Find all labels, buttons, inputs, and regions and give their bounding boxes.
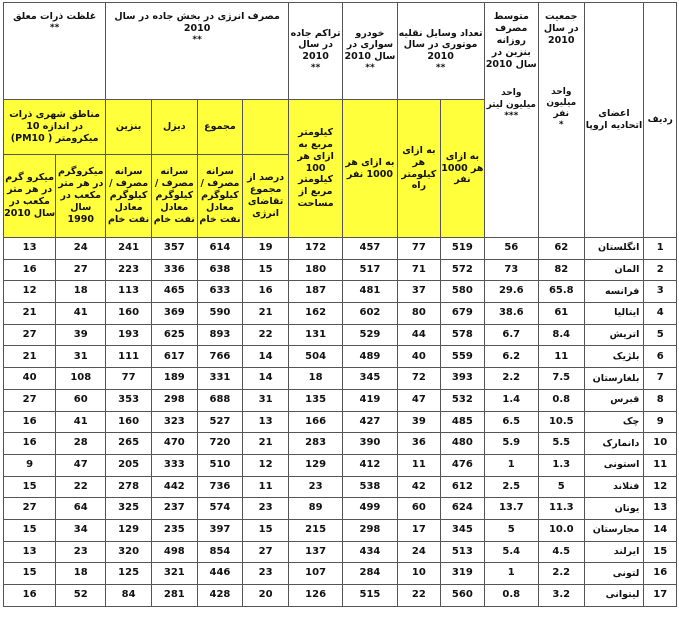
cell-total: 893: [197, 324, 243, 346]
cell-diesel: 237: [151, 498, 197, 520]
cell-no: 14: [644, 519, 677, 541]
cell-pm2010: 16: [4, 259, 56, 281]
table-row: [4, 476, 677, 498]
cell-veh1000: 560: [441, 585, 484, 607]
cell-pop: 65.8: [538, 281, 584, 303]
cell-cars: 419: [343, 389, 397, 411]
cell-road: 129: [288, 454, 342, 476]
cell-diesel: 333: [151, 454, 197, 476]
cell-diesel: 235: [151, 519, 197, 541]
cell-road: 215: [288, 519, 342, 541]
header-members: اعضای اتحادیه اروپا: [584, 3, 644, 238]
cell-vehkm: 77: [397, 238, 441, 260]
table-row: [4, 541, 677, 563]
cell-total: 638: [197, 259, 243, 281]
eu-transport-table: [3, 2, 677, 607]
table-row: [4, 281, 677, 303]
cell-diesel: 298: [151, 389, 197, 411]
cell-total: 331: [197, 368, 243, 390]
cell-pm2010: 16: [4, 433, 56, 455]
cell-fuel: 29.6: [484, 281, 538, 303]
cell-pm1990: 41: [56, 303, 106, 325]
cell-vehkm: 39: [397, 411, 441, 433]
cell-road: 131: [288, 324, 342, 346]
cell-total: 446: [197, 563, 243, 585]
cell-fuel: 2.5: [484, 476, 538, 498]
cell-share: 13: [243, 411, 289, 433]
cell-veh1000: 572: [441, 259, 484, 281]
cell-petrol: 113: [106, 281, 152, 303]
cell-cars: 481: [343, 281, 397, 303]
cell-vehkm: 80: [397, 303, 441, 325]
header-vehicles-mark: **: [435, 63, 446, 74]
cell-petrol: 77: [106, 368, 152, 390]
cell-pop: 3.2: [538, 585, 584, 607]
cell-pop: 82: [538, 259, 584, 281]
cell-share: 19: [243, 238, 289, 260]
table-row: [4, 324, 677, 346]
cell-total: 688: [197, 389, 243, 411]
header-road-density-mark: **: [310, 63, 321, 74]
cell-cars: 499: [343, 498, 397, 520]
cell-veh1000: 532: [441, 389, 484, 411]
cell-pm1990: 28: [56, 433, 106, 455]
cell-diesel: 617: [151, 346, 197, 368]
cell-diesel: 321: [151, 563, 197, 585]
cell-total: 720: [197, 433, 243, 455]
cell-total: 633: [197, 281, 243, 303]
cell-name: قبرس: [584, 389, 644, 411]
header-pm-mark: **: [49, 22, 60, 33]
cell-petrol: 125: [106, 563, 152, 585]
cell-road: 126: [288, 585, 342, 607]
cell-fuel: 73: [484, 259, 538, 281]
header-energy-petrol: بنزین: [106, 100, 152, 155]
cell-petrol: 160: [106, 411, 152, 433]
cell-no: 3: [644, 281, 677, 303]
cell-veh1000: 393: [441, 368, 484, 390]
cell-name: ایرلند: [584, 541, 644, 563]
cell-petrol: 193: [106, 324, 152, 346]
cell-pop: 10.5: [538, 411, 584, 433]
cell-share: 14: [243, 346, 289, 368]
table-row: [4, 433, 677, 455]
cell-petrol: 223: [106, 259, 152, 281]
cell-diesel: 323: [151, 411, 197, 433]
cell-petrol: 353: [106, 389, 152, 411]
cell-pm2010: 15: [4, 519, 56, 541]
cell-vehkm: 10: [397, 563, 441, 585]
header-energy: [106, 3, 289, 100]
header-cars-title: خودرو سواری در سال 2010: [344, 27, 396, 63]
cell-pm1990: 24: [56, 238, 106, 260]
header-population-mark: *: [558, 120, 564, 131]
header-fuel-avg-mark: ***: [504, 110, 519, 121]
cell-petrol: 84: [106, 585, 152, 607]
table-row: [4, 303, 677, 325]
cell-pm1990: 47: [56, 454, 106, 476]
cell-total: 428: [197, 585, 243, 607]
cell-pm1990: 39: [56, 324, 106, 346]
header-energy-title: مصرف انرژی در بخش جاده در سال 2010: [114, 11, 280, 34]
cell-road: 18: [288, 368, 342, 390]
cell-share: 14: [243, 368, 289, 390]
cell-name: فرانسه: [584, 281, 644, 303]
cell-veh1000: 624: [441, 498, 484, 520]
header-vehicles-per-km: به ازای هر کیلومتر راه: [397, 100, 441, 238]
cell-share: 27: [243, 541, 289, 563]
cell-pop: 8.4: [538, 324, 584, 346]
cell-share: 15: [243, 519, 289, 541]
table-row: [4, 259, 677, 281]
cell-pm1990: 34: [56, 519, 106, 541]
cell-pm1990: 27: [56, 259, 106, 281]
cell-veh1000: 480: [441, 433, 484, 455]
cell-no: 1: [644, 238, 677, 260]
cell-no: 8: [644, 389, 677, 411]
cell-no: 12: [644, 476, 677, 498]
cell-name: ایتالیا: [584, 303, 644, 325]
cell-pop: 62: [538, 238, 584, 260]
cell-share: 23: [243, 563, 289, 585]
cell-diesel: 498: [151, 541, 197, 563]
cell-fuel: 13.7: [484, 498, 538, 520]
header-cars: [343, 3, 397, 100]
cell-share: 12: [243, 454, 289, 476]
header-energy-diesel-unit: سرانه مصرف / کیلوگرم معادل نفت خام: [151, 155, 197, 238]
cell-road: 137: [288, 541, 342, 563]
cell-share: 15: [243, 259, 289, 281]
cell-veh1000: 319: [441, 563, 484, 585]
cell-vehkm: 11: [397, 454, 441, 476]
cell-share: 23: [243, 498, 289, 520]
table-row: [4, 238, 677, 260]
header-population: [538, 3, 584, 238]
cell-diesel: 357: [151, 238, 197, 260]
cell-total: 527: [197, 411, 243, 433]
cell-pm2010: 21: [4, 303, 56, 325]
cell-road: 180: [288, 259, 342, 281]
cell-pm1990: 64: [56, 498, 106, 520]
cell-cars: 517: [343, 259, 397, 281]
cell-pop: 5: [538, 476, 584, 498]
header-energy-share-blank: [243, 100, 289, 155]
cell-vehkm: 60: [397, 498, 441, 520]
cell-fuel: 5.9: [484, 433, 538, 455]
table-row: [4, 563, 677, 585]
header-vehicles-per-1000: به ازای هر 1000 نفر: [441, 100, 484, 238]
cell-name: المان: [584, 259, 644, 281]
cell-pop: 2.2: [538, 563, 584, 585]
cell-diesel: 442: [151, 476, 197, 498]
header-population-title: جمعیت در سال 2010: [543, 11, 579, 46]
cell-diesel: 189: [151, 368, 197, 390]
cell-share: 21: [243, 303, 289, 325]
cell-diesel: 281: [151, 585, 197, 607]
cell-cars: 515: [343, 585, 397, 607]
cell-vehkm: 44: [397, 324, 441, 346]
header-row-no: ردیف: [644, 3, 677, 238]
cell-pm2010: 13: [4, 541, 56, 563]
header-population-unit: واحد میلیون نفر: [546, 86, 577, 120]
cell-pop: 7.5: [538, 368, 584, 390]
cell-road: 172: [288, 238, 342, 260]
table-body: [4, 238, 677, 607]
header-energy-total-unit: سرانه مصرف / کیلوگرم معادل نفت خام: [197, 155, 243, 238]
cell-pm2010: 27: [4, 498, 56, 520]
cell-cars: 284: [343, 563, 397, 585]
cell-petrol: 320: [106, 541, 152, 563]
cell-road: 89: [288, 498, 342, 520]
cell-petrol: 278: [106, 476, 152, 498]
cell-pm2010: 27: [4, 324, 56, 346]
header-pm-2010: میکرو گرم در هر متر مکعب در سال 2010: [4, 155, 56, 238]
cell-share: 22: [243, 324, 289, 346]
table-row: [4, 368, 677, 390]
cell-road: 283: [288, 433, 342, 455]
cell-pm2010: 15: [4, 563, 56, 585]
cell-pm2010: 13: [4, 238, 56, 260]
cell-veh1000: 679: [441, 303, 484, 325]
table-header: [4, 3, 677, 238]
table-row: [4, 346, 677, 368]
cell-pm2010: 12: [4, 281, 56, 303]
cell-petrol: 205: [106, 454, 152, 476]
header-energy-share-unit: درصد از مجموع تقاضای انرژی: [243, 155, 289, 238]
cell-pop: 11: [538, 346, 584, 368]
cell-cars: 457: [343, 238, 397, 260]
cell-name: لتونی: [584, 563, 644, 585]
header-cars-per-1000: به ازای هر 1000 نفر: [343, 100, 397, 238]
cell-name: بلژیک: [584, 346, 644, 368]
header-vehicles-title: تعداد وسایل نقلیه موتوری در سال 2010: [398, 27, 483, 63]
header-fuel-avg: [484, 3, 538, 238]
cell-vehkm: 47: [397, 389, 441, 411]
cell-vehkm: 36: [397, 433, 441, 455]
cell-pm2010: 21: [4, 346, 56, 368]
cell-pop: 11.3: [538, 498, 584, 520]
cell-pm2010: 16: [4, 411, 56, 433]
cell-cars: 529: [343, 324, 397, 346]
cell-no: 11: [644, 454, 677, 476]
cell-no: 7: [644, 368, 677, 390]
cell-cars: 412: [343, 454, 397, 476]
cell-petrol: 129: [106, 519, 152, 541]
cell-share: 31: [243, 389, 289, 411]
cell-road: 187: [288, 281, 342, 303]
cell-cars: 298: [343, 519, 397, 541]
cell-road: 162: [288, 303, 342, 325]
cell-cars: 489: [343, 346, 397, 368]
cell-diesel: 625: [151, 324, 197, 346]
cell-pm1990: 23: [56, 541, 106, 563]
cell-pm1990: 60: [56, 389, 106, 411]
cell-no: 10: [644, 433, 677, 455]
cell-name: دانمارک: [584, 433, 644, 455]
header-energy-mark: **: [192, 34, 202, 45]
cell-vehkm: 17: [397, 519, 441, 541]
cell-fuel: 6.2: [484, 346, 538, 368]
cell-fuel: 5: [484, 519, 538, 541]
cell-total: 397: [197, 519, 243, 541]
cell-share: 11: [243, 476, 289, 498]
header-pm-title: غلظت ذرات معلق: [13, 11, 97, 22]
cell-veh1000: 519: [441, 238, 484, 260]
cell-no: 13: [644, 498, 677, 520]
header-energy-total: مجموع: [197, 100, 243, 155]
cell-veh1000: 578: [441, 324, 484, 346]
cell-cars: 345: [343, 368, 397, 390]
cell-cars: 427: [343, 411, 397, 433]
cell-pm1990: 18: [56, 563, 106, 585]
cell-total: 736: [197, 476, 243, 498]
cell-road: 107: [288, 563, 342, 585]
header-energy-diesel: دیزل: [151, 100, 197, 155]
cell-name: مجارستان: [584, 519, 644, 541]
cell-vehkm: 72: [397, 368, 441, 390]
cell-pop: 10.0: [538, 519, 584, 541]
cell-share: 16: [243, 281, 289, 303]
cell-fuel: 5.4: [484, 541, 538, 563]
cell-fuel: 56: [484, 238, 538, 260]
cell-no: 15: [644, 541, 677, 563]
cell-road: 504: [288, 346, 342, 368]
header-road-density-title: تراکم جاده در سال 2010: [290, 27, 341, 63]
table-row: [4, 411, 677, 433]
cell-name: یونان: [584, 498, 644, 520]
cell-name: انگلستان: [584, 238, 644, 260]
cell-petrol: 265: [106, 433, 152, 455]
cell-no: 6: [644, 346, 677, 368]
cell-total: 766: [197, 346, 243, 368]
header-fuel-avg-title: متوسط مصرف روزانه بنزین در سال 2010: [485, 11, 537, 70]
header-road-density: [288, 3, 342, 100]
cell-veh1000: 513: [441, 541, 484, 563]
cell-name: چک: [584, 411, 644, 433]
cell-cars: 390: [343, 433, 397, 455]
cell-vehkm: 71: [397, 259, 441, 281]
cell-name: بلغارستان: [584, 368, 644, 390]
header-vehicles: [397, 3, 484, 100]
cell-pm2010: 16: [4, 585, 56, 607]
cell-share: 20: [243, 585, 289, 607]
cell-total: 510: [197, 454, 243, 476]
cell-veh1000: 476: [441, 454, 484, 476]
cell-cars: 538: [343, 476, 397, 498]
cell-pm1990: 22: [56, 476, 106, 498]
cell-veh1000: 559: [441, 346, 484, 368]
cell-petrol: 241: [106, 238, 152, 260]
cell-pop: 0.8: [538, 389, 584, 411]
cell-pm1990: 41: [56, 411, 106, 433]
cell-road: 23: [288, 476, 342, 498]
cell-fuel: 1: [484, 563, 538, 585]
cell-pm1990: 31: [56, 346, 106, 368]
cell-pm2010: 40: [4, 368, 56, 390]
cell-diesel: 465: [151, 281, 197, 303]
cell-name: اتریش: [584, 324, 644, 346]
cell-name: استونی: [584, 454, 644, 476]
cell-fuel: 6.5: [484, 411, 538, 433]
cell-no: 5: [644, 324, 677, 346]
cell-vehkm: 24: [397, 541, 441, 563]
cell-diesel: 336: [151, 259, 197, 281]
cell-vehkm: 22: [397, 585, 441, 607]
header-cars-mark: **: [365, 63, 375, 74]
cell-petrol: 111: [106, 346, 152, 368]
cell-cars: 434: [343, 541, 397, 563]
cell-share: 21: [243, 433, 289, 455]
header-pm: [4, 3, 106, 100]
cell-vehkm: 37: [397, 281, 441, 303]
table-row: [4, 519, 677, 541]
cell-pop: 1.3: [538, 454, 584, 476]
cell-name: فنلاند: [584, 476, 644, 498]
header-fuel-avg-unit: واحد میلیون لیتر: [486, 88, 536, 110]
cell-pm1990: 18: [56, 281, 106, 303]
cell-name: لیتوانی: [584, 585, 644, 607]
cell-total: 590: [197, 303, 243, 325]
cell-no: 2: [644, 259, 677, 281]
cell-petrol: 325: [106, 498, 152, 520]
cell-pm1990: 52: [56, 585, 106, 607]
cell-pm2010: 9: [4, 454, 56, 476]
cell-no: 17: [644, 585, 677, 607]
cell-fuel: 6.7: [484, 324, 538, 346]
cell-fuel: 1.4: [484, 389, 538, 411]
cell-pm1990: 108: [56, 368, 106, 390]
cell-pop: 4.5: [538, 541, 584, 563]
cell-diesel: 369: [151, 303, 197, 325]
cell-total: 614: [197, 238, 243, 260]
cell-pm2010: 27: [4, 389, 56, 411]
cell-fuel: 1: [484, 454, 538, 476]
cell-pop: 61: [538, 303, 584, 325]
cell-total: 574: [197, 498, 243, 520]
table-row: [4, 585, 677, 607]
cell-no: 16: [644, 563, 677, 585]
cell-vehkm: 40: [397, 346, 441, 368]
cell-no: 4: [644, 303, 677, 325]
cell-veh1000: 580: [441, 281, 484, 303]
cell-road: 135: [288, 389, 342, 411]
cell-fuel: 2.2: [484, 368, 538, 390]
cell-vehkm: 42: [397, 476, 441, 498]
header-pm-sub: مناطق شهری ذرات در اندازه 10 میکرومتر ( PM10): [4, 100, 106, 155]
cell-veh1000: 485: [441, 411, 484, 433]
cell-no: 9: [644, 411, 677, 433]
table-row: [4, 454, 677, 476]
cell-diesel: 470: [151, 433, 197, 455]
cell-pop: 5.5: [538, 433, 584, 455]
cell-petrol: 160: [106, 303, 152, 325]
header-pm-1990: میکروگرم در هر متر مکعب در سال 1990: [56, 155, 106, 238]
table-row: [4, 389, 677, 411]
cell-total: 854: [197, 541, 243, 563]
cell-pm2010: 15: [4, 476, 56, 498]
header-road-density-unit: کیلومتر مربع به ازای هر 100 کیلومتر مربع از مساحت: [288, 100, 342, 238]
cell-veh1000: 345: [441, 519, 484, 541]
cell-veh1000: 612: [441, 476, 484, 498]
cell-cars: 602: [343, 303, 397, 325]
cell-fuel: 38.6: [484, 303, 538, 325]
cell-road: 166: [288, 411, 342, 433]
cell-fuel: 0.8: [484, 585, 538, 607]
table-row: [4, 498, 677, 520]
header-energy-petrol-unit: سرانه مصرف / کیلوگرم معادل نفت خام: [106, 155, 152, 238]
